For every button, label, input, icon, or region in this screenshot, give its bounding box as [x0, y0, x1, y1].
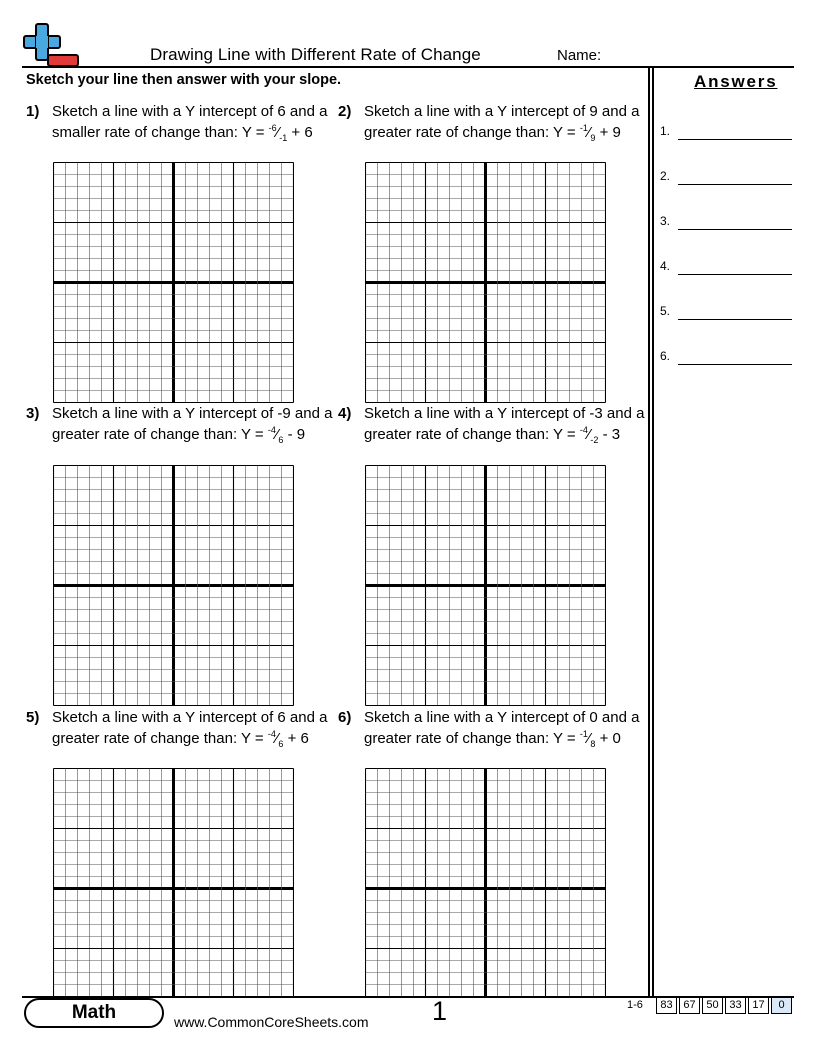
- instructions: Sketch your line then answer with your slope.: [26, 72, 342, 88]
- problem-1: [26, 101, 328, 161]
- problem-5: [26, 707, 328, 767]
- page-number: 1: [432, 996, 448, 1026]
- answer-line-4[interactable]: [660, 253, 792, 275]
- header-divider: [22, 66, 794, 68]
- problem-number: 2): [338, 103, 352, 120]
- answer-line-3[interactable]: [660, 208, 792, 230]
- coordinate-grid-1[interactable]: [53, 162, 294, 403]
- answer-number: 5.: [660, 304, 671, 318]
- problem-6: [338, 707, 640, 767]
- subject-badge: Math: [24, 998, 164, 1028]
- problem-range: 1-6: [627, 999, 643, 1011]
- problem-3: [26, 403, 333, 463]
- answer-line-2[interactable]: [660, 163, 792, 185]
- worksheet-title: Drawing Line with Different Rate of Change: [150, 45, 481, 64]
- problem-number: 5): [26, 709, 40, 726]
- coordinate-grid-3[interactable]: [53, 465, 294, 706]
- problem-text: Sketch a line with a Y intercept of -9 and a greater rate of change than: $Y = ^{-4}⁄_6 - 9$: [52, 405, 333, 445]
- score-box: 33: [725, 997, 746, 1014]
- answer-line-6[interactable]: [660, 343, 792, 365]
- answer-number: 2.: [660, 169, 671, 183]
- coordinate-grid-2[interactable]: [365, 162, 606, 403]
- problem-number: 6): [338, 709, 352, 726]
- coordinate-grid-6[interactable]: [365, 768, 606, 996]
- answer-number: 4.: [660, 259, 671, 273]
- problem-text: Sketch a line with a Y intercept of 6 and a smaller rate of change than: $Y = ^{-6}⁄_{-1} + 6$: [52, 103, 328, 143]
- score-box-highlighted: 0: [771, 997, 792, 1014]
- score-box: 67: [679, 997, 700, 1014]
- score-box: 83: [656, 997, 677, 1014]
- answer-column-border-right: [652, 66, 654, 996]
- answer-number: 6.: [660, 349, 671, 363]
- problem-number: 3): [26, 405, 40, 422]
- answer-line-5[interactable]: [660, 298, 792, 320]
- problem-text: Sketch a line with a Y intercept of 6 and a greater rate of change than: $Y = ^{-4}⁄_6 + 6$: [52, 709, 328, 749]
- problem-text: Sketch a line with a Y intercept of 0 and a greater rate of change than: $Y = ^{-1}⁄_8 + 0$: [364, 709, 640, 749]
- score-box: 17: [748, 997, 769, 1014]
- problem-text: Sketch a line with a Y intercept of 9 and a greater rate of change than: $Y = ^{-1}⁄_9 + 9$: [364, 103, 640, 143]
- score-box: 50: [702, 997, 723, 1014]
- website-link[interactable]: www.CommonCoreSheets.com: [174, 1014, 369, 1030]
- answer-number: 1.: [660, 124, 671, 138]
- answer-column-border-left: [648, 66, 650, 996]
- problem-number: 1): [26, 103, 40, 120]
- coordinate-grid-5[interactable]: [53, 768, 294, 996]
- coordinate-grid-4[interactable]: [365, 465, 606, 706]
- answer-number: 3.: [660, 214, 671, 228]
- problem-4: [338, 403, 645, 463]
- answer-line-1[interactable]: [660, 118, 792, 140]
- common-core-sheets-logo: [22, 22, 80, 68]
- answers-heading: Answers: [694, 72, 778, 91]
- problem-2: [338, 101, 640, 161]
- name-label: Name:: [557, 47, 602, 64]
- problem-number: 4): [338, 405, 352, 422]
- problem-text: Sketch a line with a Y intercept of -3 and a greater rate of change than: $Y = ^{-4}⁄_{-2} - 3$: [364, 405, 645, 445]
